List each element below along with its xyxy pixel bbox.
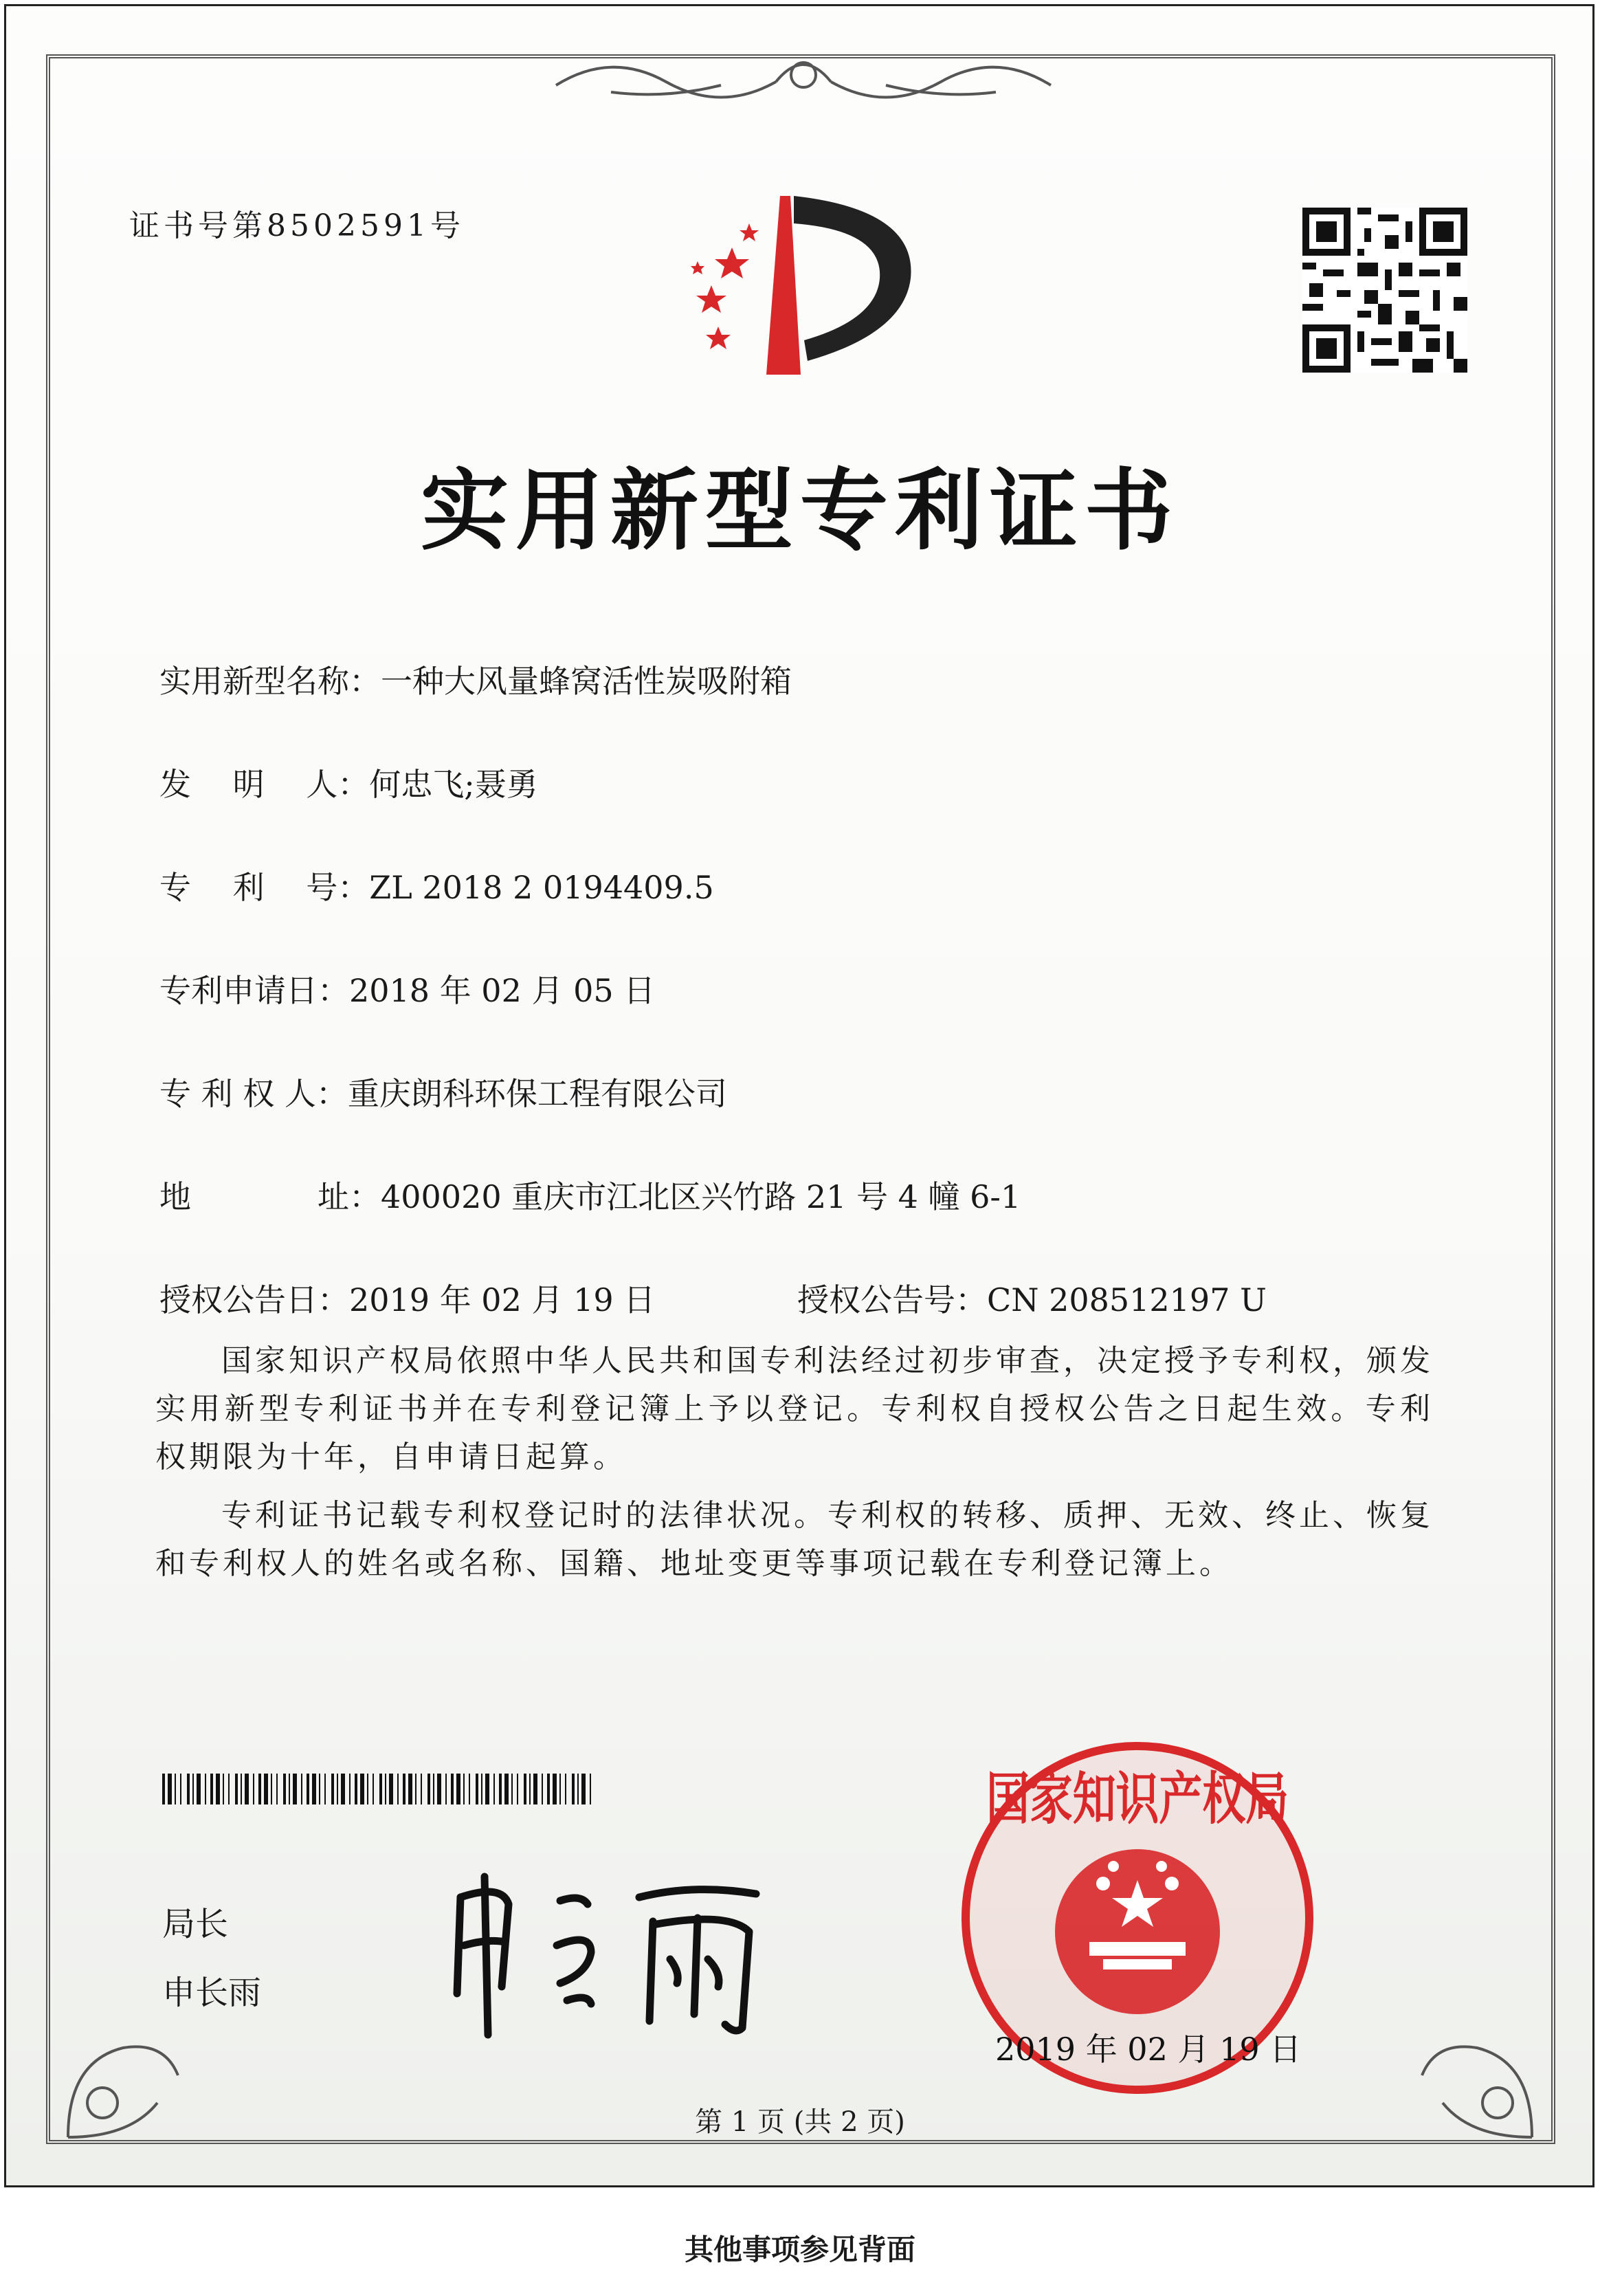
field-label: 授权公告号：	[797, 1281, 987, 1318]
field-address	[159, 1172, 1021, 1217]
statement-paragraph-1: 国家知识产权局依照中华人民共和国专利法经过初步审查，决定授予专利权，颁发实用新型专利证书并在专利登记簿上予以登记。专利权自授权公告之日起生效。专利权期限为十年，自申请日起算。	[155, 1343, 1434, 1475]
issue-date: 2019 年 02 月 19 日	[995, 2031, 1302, 2068]
field-label: 专 利 号：	[159, 869, 370, 906]
field-label: 授权公告日：	[159, 1281, 349, 1318]
cnipa-logo-icon	[670, 182, 938, 382]
back-note: 其他事项参见背面	[684, 2233, 915, 2266]
field-value: 一种大风量蜂窝活性炭吸附箱	[381, 663, 792, 700]
field-patentee	[159, 1069, 727, 1114]
field-label: 实用新型名称：	[159, 663, 381, 700]
field-value: CN 208512197 U	[987, 1281, 1267, 1318]
statement-paragraph-2: 专利证书记载专利权登记时的法律状况。专利权的转移、质押、无效、终止、恢复和专利权人的姓名或名称、国籍、地址变更等事项记载在专利登记簿上。	[155, 1498, 1434, 1581]
field-value: 2018 年 02 月 05 日	[349, 972, 656, 1009]
field-patent-number	[159, 863, 714, 908]
field-filing-date	[159, 966, 655, 1011]
field-value: 重庆朗科环保工程有限公司	[347, 1075, 727, 1112]
qr-code-icon	[1302, 208, 1467, 373]
field-label: 专利申请日：	[159, 972, 349, 1009]
field-utility-model-name	[159, 656, 792, 702]
field-inventor	[159, 760, 538, 805]
field-value: 何忠飞;聂勇	[369, 766, 538, 803]
page-indicator: 第 1 页 (共 2 页)	[695, 2106, 905, 2138]
seal-text: 国家知识产权局	[986, 1766, 1289, 1832]
field-grant-number	[797, 1275, 1267, 1321]
field-label: 专 利 权 人：	[159, 1075, 348, 1112]
field-value: 400020 重庆市江北区兴竹路 21 号 4 幢 6-1	[381, 1178, 1021, 1215]
field-label: 发 明 人：	[159, 766, 370, 803]
field-value: ZL 2018 2 0194409.5	[369, 869, 714, 906]
director-title: 局长	[162, 1905, 229, 1943]
handwritten-signature-icon	[433, 1856, 790, 2049]
certificate-number: 证书号第8502591号	[129, 208, 465, 243]
barcode-icon	[162, 1774, 595, 1804]
field-grant-date	[159, 1275, 655, 1321]
field-label: 地 址：	[159, 1178, 381, 1215]
certificate-title: 实用新型专利证书	[420, 459, 1179, 562]
director-name: 申长雨	[162, 1974, 262, 2012]
top-ornament-icon	[529, 44, 1078, 106]
field-value: 2019 年 02 月 19 日	[349, 1281, 656, 1318]
